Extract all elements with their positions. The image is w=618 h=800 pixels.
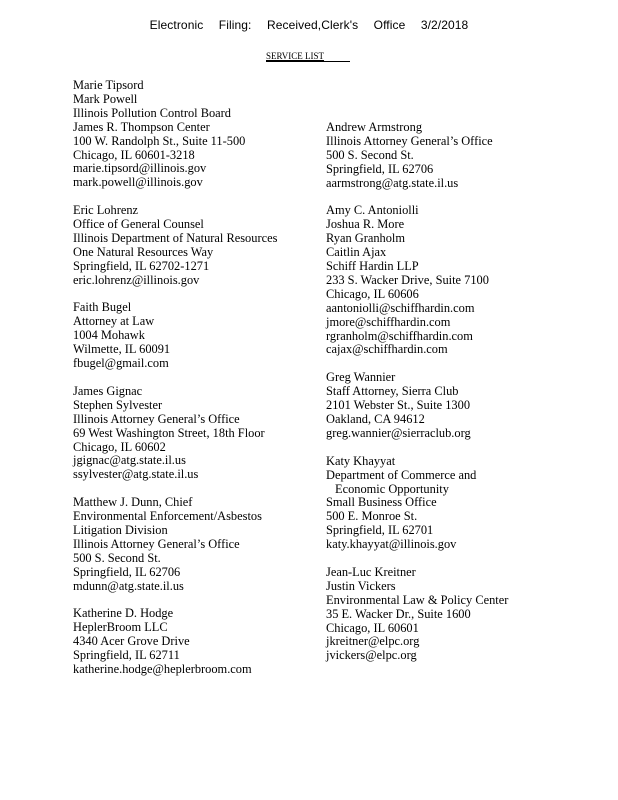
entry-line: 500 S. Second St. (73, 550, 161, 565)
entry-line: Greg Wannier (326, 370, 396, 385)
email-address: fbugel@gmail.com (73, 356, 169, 371)
service-entry (73, 204, 323, 287)
email-address: katherine.hodge@heplerbroom.com (73, 661, 252, 676)
entry-line: James Gignac (73, 383, 143, 398)
email-address: mdunn@atg.state.il.us (73, 578, 184, 593)
entry-line: Katy Khayyat (326, 453, 396, 468)
entry-line: Springfield, IL 62706 (73, 564, 181, 579)
service-entry (73, 385, 323, 482)
entry-line: HeplerBroom LLC (73, 620, 168, 635)
entry-line: Illinois Department of Natural Resources (73, 230, 278, 245)
entry-line: Department of Commerce and (326, 467, 477, 482)
entry-line: Environmental Law & Policy Center (326, 592, 509, 607)
entry-line: Springfield, IL 62702-1271 (73, 258, 210, 273)
entry-line: Chicago, IL 60601 (326, 620, 419, 635)
email-address: cajax@schiffhardin.com (326, 342, 448, 357)
entry-line: 100 W. Randolph St., Suite 11-500 (73, 133, 246, 148)
email-address: greg.wannier@sierraclub.org (326, 425, 471, 440)
entry-line: Wilmette, IL 60091 (73, 342, 171, 357)
entry-line: 233 S. Wacker Drive, Suite 7100 (326, 272, 489, 287)
entry-line: 2101 Webster St., Suite 1300 (326, 398, 471, 413)
entry-line: 4340 Acer Grove Drive (73, 634, 190, 649)
service-entry (326, 121, 606, 191)
entry-line: Amy C. Antoniolli (326, 203, 419, 218)
entry-line: Justin Vickers (326, 578, 396, 593)
email-address: rgranholm@schiffhardin.com (326, 328, 473, 343)
service-entry (73, 496, 323, 593)
entry-line: Stephen Sylvester (73, 397, 163, 412)
entry-line: 1004 Mohawk (73, 328, 145, 343)
entry-line: Oakland, CA 94612 (326, 412, 425, 426)
entry-line: Marie Tipsord (73, 78, 144, 92)
entry-line: Caitlin Ajax (326, 245, 387, 260)
email-address: jgignac@atg.state.il.us (73, 453, 186, 468)
email-address: eric.lohrenz@illinois.gov (73, 272, 200, 287)
entry-line: Chicago, IL 60602 (73, 439, 166, 454)
entry-line: Chicago, IL 60606 (326, 286, 419, 301)
entry-line: Small Business Office (326, 495, 437, 510)
email-address: jvickers@elpc.org (326, 648, 417, 663)
entry-line: 69 West Washington Street, 18th Floor (73, 425, 265, 440)
service-entry (326, 455, 606, 552)
entry-line: Matthew J. Dunn, Chief (73, 495, 193, 510)
entry-line: Economic Opportunity (335, 481, 449, 496)
service-entry (326, 204, 606, 357)
entry-line: Illinois Attorney General’s Office (73, 536, 240, 551)
entry-line: Illinois Attorney General’s Office (73, 411, 240, 426)
entry-line: James R. Thompson Center (73, 119, 210, 134)
entry-line: Office of General Counsel (73, 217, 204, 232)
email-address: aantoniolli@schiffhardin.com (326, 300, 475, 315)
entry-line: Illinois Attorney General’s Office (326, 133, 493, 148)
header-filing: Filing: (218, 18, 252, 32)
service-list-title: SERVICE LIST (266, 51, 350, 62)
header-office: Office (373, 18, 406, 32)
entry-line: Schiff Hardin LLP (326, 259, 419, 274)
header-received: Received,Clerk's (266, 18, 359, 32)
entry-line: Springfield, IL 62701 (326, 523, 434, 538)
email-address: ssylvester@atg.state.il.us (73, 467, 199, 482)
entry-line: One Natural Resources Way (73, 244, 214, 259)
entry-line: Staff Attorney, Sierra Club (326, 384, 459, 399)
entry-line: Springfield, IL 62711 (73, 648, 180, 663)
header-date: 3/2/2018 (420, 18, 469, 32)
entry-line: 500 E. Monroe St. (326, 509, 418, 524)
entry-line: Eric Lohrenz (73, 203, 139, 218)
left-column (73, 79, 323, 691)
email-address: jmore@schiffhardin.com (326, 314, 451, 329)
right-column (326, 121, 606, 677)
entry-line: Jean-Luc Kreitner (326, 564, 416, 579)
entry-line: Illinois Pollution Control Board (73, 105, 231, 120)
entry-line: Joshua R. More (326, 217, 405, 232)
service-entry (73, 607, 323, 677)
entry-line: Mark Powell (73, 91, 138, 106)
entry-line: Andrew Armstrong (326, 120, 423, 134)
entry-line: Environmental Enforcement/Asbestos (73, 509, 262, 524)
email-address: katy.khayyat@illinois.gov (326, 537, 457, 552)
service-entry (326, 566, 606, 663)
entry-line: Faith Bugel (73, 300, 132, 315)
entry-line: Ryan Granholm (326, 231, 405, 246)
email-address: mark.powell@illinois.gov (73, 175, 203, 190)
service-entry (73, 301, 323, 371)
entry-line: Attorney at Law (73, 314, 155, 329)
email-address: jkreitner@elpc.org (326, 634, 420, 649)
service-entry (73, 79, 323, 190)
entry-line: 500 S. Second St. (326, 147, 414, 162)
entry-line: Chicago, IL 60601-3218 (73, 147, 195, 162)
service-entry (326, 371, 606, 441)
filing-header (0, 18, 618, 32)
email-address: aarmstrong@atg.state.il.us (326, 175, 459, 190)
entry-line: Springfield, IL 62706 (326, 161, 434, 176)
email-address: marie.tipsord@illinois.gov (73, 161, 207, 176)
entry-line: Katherine D. Hodge (73, 606, 174, 621)
entry-line: Litigation Division (73, 522, 168, 537)
entry-line: 35 E. Wacker Dr., Suite 1600 (326, 606, 471, 621)
header-prefix: Electronic (149, 18, 204, 32)
